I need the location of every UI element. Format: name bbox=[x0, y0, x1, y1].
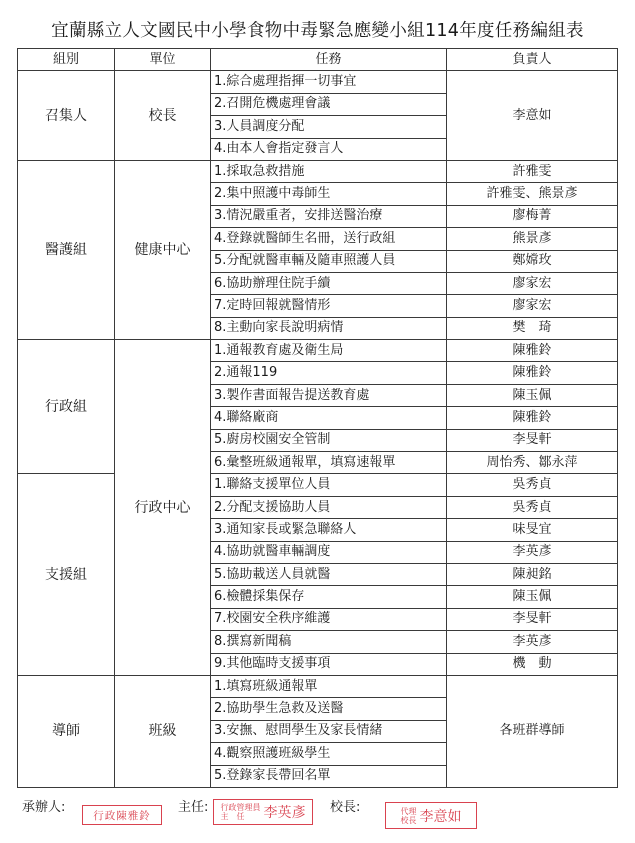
owner-cell: 李英彥 bbox=[447, 541, 618, 563]
owner-cell: 味旻宜 bbox=[447, 519, 618, 541]
owner-cell: 李旻軒 bbox=[447, 608, 618, 630]
header-owner: 負責人 bbox=[447, 49, 618, 71]
owner-cell: 許雅雯、熊景彥 bbox=[447, 183, 618, 205]
group-cell: 行政組 bbox=[18, 340, 115, 474]
header-unit: 單位 bbox=[115, 49, 211, 71]
group-cell: 召集人 bbox=[18, 71, 115, 161]
task-cell: 2.協助學生急救及送醫 bbox=[211, 698, 447, 720]
owner-cell: 陳雅鈴 bbox=[447, 340, 618, 362]
owner-cell: 廖家宏 bbox=[447, 295, 618, 317]
task-cell: 4.由本人會指定發言人 bbox=[211, 138, 447, 160]
director-label: 主任: bbox=[178, 800, 209, 815]
task-cell: 6.彙整班級通報單，填寫速報單 bbox=[211, 452, 447, 474]
principal-stamp-name: 李意如 bbox=[419, 808, 462, 825]
header-group: 組別 bbox=[18, 49, 115, 71]
director-stamp bbox=[213, 799, 313, 825]
task-cell: 5.登錄家長帶回名單 bbox=[211, 765, 447, 787]
owner-cell: 機 動 bbox=[447, 653, 618, 675]
header-task: 任務 bbox=[211, 49, 447, 71]
principal-stamp-role-top: 代理 bbox=[400, 806, 417, 816]
owner-cell: 李旻軒 bbox=[447, 429, 618, 451]
task-cell: 4.登錄就醫師生名冊，送行政組 bbox=[211, 228, 447, 250]
group-cell: 導師 bbox=[18, 675, 115, 787]
task-cell: 6.檢體採集保存 bbox=[211, 586, 447, 608]
task-cell: 1.綜合處理指揮一切事宜 bbox=[211, 71, 447, 93]
owner-cell: 李英彥 bbox=[447, 631, 618, 653]
owner-cell: 鄭嫦玫 bbox=[447, 250, 618, 272]
task-cell: 3.安撫、慰問學生及家長情緒 bbox=[211, 720, 447, 742]
task-cell: 6.協助辦理住院手續 bbox=[211, 272, 447, 294]
task-cell: 1.聯絡支援單位人員 bbox=[211, 474, 447, 496]
owner-cell: 陳昶銘 bbox=[447, 563, 618, 585]
task-cell: 1.填寫班級通報單 bbox=[211, 675, 447, 697]
handler-stamp bbox=[82, 805, 162, 825]
task-cell: 3.通知家長或緊急聯絡人 bbox=[211, 519, 447, 541]
handler-stamp-text: 行政陳雅鈴 bbox=[93, 809, 151, 822]
task-cell: 5.分配就醫車輛及隨車照護人員 bbox=[211, 250, 447, 272]
owner-cell: 吳秀貞 bbox=[447, 474, 618, 496]
task-cell: 2.通報119 bbox=[211, 362, 447, 384]
task-cell: 7.定時回報就醫情形 bbox=[211, 295, 447, 317]
table-row bbox=[18, 71, 618, 93]
director-stamp-role bbox=[221, 803, 261, 821]
owner-cell: 熊景彥 bbox=[447, 228, 618, 250]
task-cell: 5.協助載送人員就醫 bbox=[211, 563, 447, 585]
owner-cell: 陳玉佩 bbox=[447, 586, 618, 608]
unit-cell: 校長 bbox=[115, 71, 211, 161]
task-cell: 8.撰寫新聞稿 bbox=[211, 631, 447, 653]
table-row bbox=[18, 340, 618, 362]
principal-stamp bbox=[385, 802, 477, 829]
task-cell: 1.通報教育處及衛生局 bbox=[211, 340, 447, 362]
task-cell: 8.主動向家長說明病情 bbox=[211, 317, 447, 339]
owner-cell: 廖家宏 bbox=[447, 272, 618, 294]
owner-cell: 陳雅鈴 bbox=[447, 362, 618, 384]
task-cell: 4.聯絡廠商 bbox=[211, 407, 447, 429]
task-cell: 4.觀察照護班級學生 bbox=[211, 743, 447, 765]
task-cell: 5.廚房校園安全管制 bbox=[211, 429, 447, 451]
task-assignment-table bbox=[17, 48, 618, 788]
unit-cell: 班級 bbox=[115, 675, 211, 787]
task-cell: 4.協助就醫車輛調度 bbox=[211, 541, 447, 563]
owner-cell: 李意如 bbox=[447, 71, 618, 161]
table-header-row bbox=[18, 49, 618, 71]
owner-cell: 各班群導師 bbox=[447, 675, 618, 787]
task-cell: 7.校園安全秩序維護 bbox=[211, 608, 447, 630]
principal-stamp-role bbox=[401, 807, 417, 825]
page-title: 宜蘭縣立人文國民中小學食物中毒緊急應變小組114年度任務編組表 bbox=[51, 21, 584, 41]
director-stamp-role-top: 行政管理員 bbox=[220, 803, 261, 812]
owner-cell: 吳秀貞 bbox=[447, 496, 618, 518]
owner-cell: 樊 琦 bbox=[447, 317, 618, 339]
task-cell: 9.其他臨時支援事項 bbox=[211, 653, 447, 675]
director-stamp-name: 李英彥 bbox=[263, 805, 306, 821]
group-cell: 醫護組 bbox=[18, 160, 115, 339]
table-row bbox=[18, 160, 618, 182]
owner-cell: 陳玉佩 bbox=[447, 384, 618, 406]
group-cell: 支援組 bbox=[18, 474, 115, 676]
owner-cell: 周怡秀、鄒永萍 bbox=[447, 452, 618, 474]
task-cell: 2.分配支援協助人員 bbox=[211, 496, 447, 518]
task-cell: 3.製作書面報告提送教育處 bbox=[211, 384, 447, 406]
table-row bbox=[18, 474, 618, 496]
table-row bbox=[18, 675, 618, 697]
principal-stamp-role-bottom: 校長 bbox=[400, 815, 417, 825]
handler-label: 承辦人: bbox=[22, 800, 66, 815]
unit-cell: 行政中心 bbox=[115, 340, 211, 676]
task-cell: 2.集中照護中毒師生 bbox=[211, 183, 447, 205]
unit-cell: 健康中心 bbox=[115, 160, 211, 339]
task-cell: 1.採取急救措施 bbox=[211, 160, 447, 182]
task-cell: 3.人員調度分配 bbox=[211, 116, 447, 138]
task-cell: 3.情況嚴重者，安排送醫治療 bbox=[211, 205, 447, 227]
signature-footer bbox=[0, 796, 635, 836]
task-cell: 2.召開危機處理會議 bbox=[211, 93, 447, 115]
principal-label: 校長: bbox=[330, 800, 361, 815]
owner-cell: 廖梅菁 bbox=[447, 205, 618, 227]
director-stamp-role-bottom: 主 任 bbox=[220, 812, 245, 821]
owner-cell: 許雅雯 bbox=[447, 160, 618, 182]
owner-cell: 陳雅鈴 bbox=[447, 407, 618, 429]
